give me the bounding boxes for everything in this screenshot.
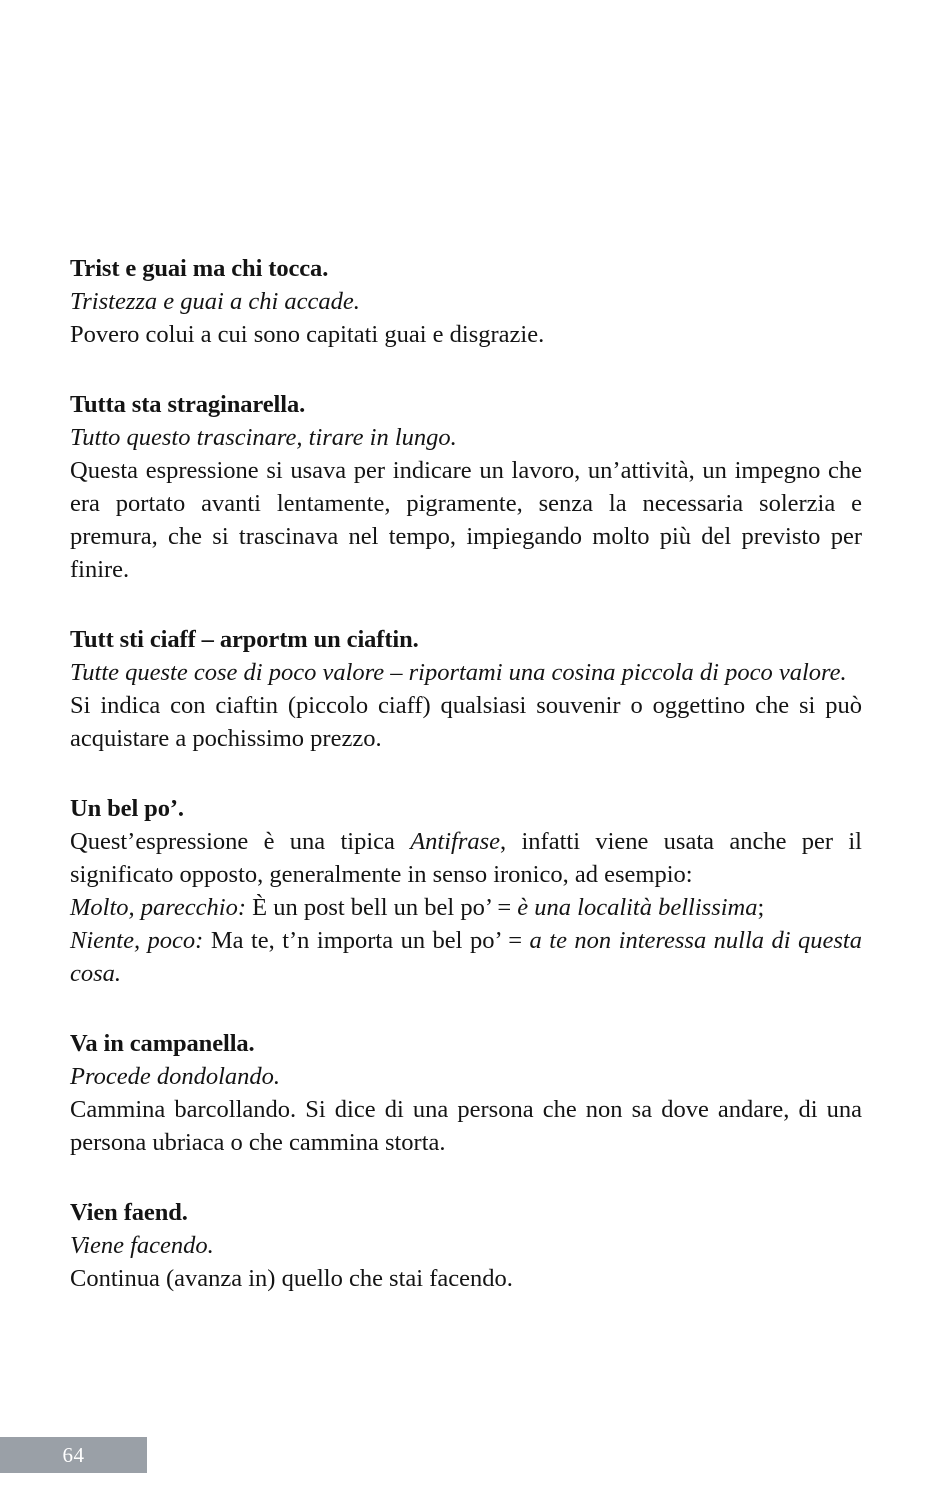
entry-headword: Tutta sta straginarella. — [70, 391, 306, 418]
page-text-column — [70, 252, 862, 1295]
entry-body: Povero colui a cui sono capitati guai e disgrazie. — [70, 321, 545, 348]
example-label: Niente, poco: — [70, 927, 204, 954]
dictionary-entry — [70, 1196, 862, 1295]
entry-body: Questa espressione si usava per indicare un lavoro, un’attività, un impegno che era portato avanti lentamente, pigramente, senza la necessaria solerzia e premura, che si trascinava nel tempo, impiegando molto più del previsto per finire. — [70, 457, 862, 583]
example-translation: a te non interessa nulla di questa cosa. — [70, 927, 862, 987]
example-punctuation: ; — [757, 894, 765, 921]
entry-headword: Trist e guai ma chi tocca. — [70, 255, 329, 282]
entry-gloss: Viene facendo. — [70, 1232, 214, 1259]
entry-gloss: Tristezza e guai a chi accade. — [70, 288, 360, 315]
entry-body-tail: , infatti viene usata anche per il significato opposto, generalmente in senso ironico, ad esempio: — [70, 828, 862, 888]
entry-example-line — [70, 891, 862, 924]
entry-gloss: Procede dondolando. — [70, 1063, 281, 1090]
entry-body — [70, 825, 862, 891]
entry-headword: Va in campanella. — [70, 1030, 255, 1057]
entry-body: Continua (avanza in) quello che stai facendo. — [70, 1265, 513, 1292]
dictionary-entry — [70, 388, 862, 586]
entry-body-lead: Quest’espressione è una tipica — [70, 828, 411, 855]
example-label: Molto, parecchio: — [70, 894, 246, 921]
entry-example-line — [70, 924, 862, 990]
page-number: 64 — [62, 1443, 85, 1467]
folio-bar — [0, 1437, 147, 1473]
example-dialect: È un post bell un bel po’ = — [246, 894, 518, 921]
dictionary-entry — [70, 1027, 862, 1159]
entry-body: Cammina barcollando. Si dice di una persona che non sa dove andare, di una persona ubriaca o che cammina storta. — [70, 1096, 862, 1156]
entry-headword: Tutt sti ciaff – arportm un ciaftin. — [70, 626, 419, 653]
example-translation: è una località bellissima — [517, 894, 758, 921]
entry-headword: Un bel po’. — [70, 795, 184, 822]
entry-headword: Vien faend. — [70, 1199, 188, 1226]
entry-body-term-antifrase: Antifrase — [410, 828, 501, 855]
entry-gloss: Tutto questo trascinare, tirare in lungo. — [70, 424, 457, 451]
entry-body: Si indica con ciaftin (piccolo ciaff) qualsiasi souvenir o oggettino che si può acquistare a pochissimo prezzo. — [70, 692, 862, 752]
dictionary-entry — [70, 623, 862, 755]
entry-gloss: Tutte queste cose di poco valore – riportami una cosina piccola di poco valore. — [70, 659, 847, 686]
dictionary-entry — [70, 252, 862, 351]
example-dialect: Ma te, t’n importa un bel po’ = — [203, 927, 530, 954]
dictionary-entry — [70, 792, 862, 990]
